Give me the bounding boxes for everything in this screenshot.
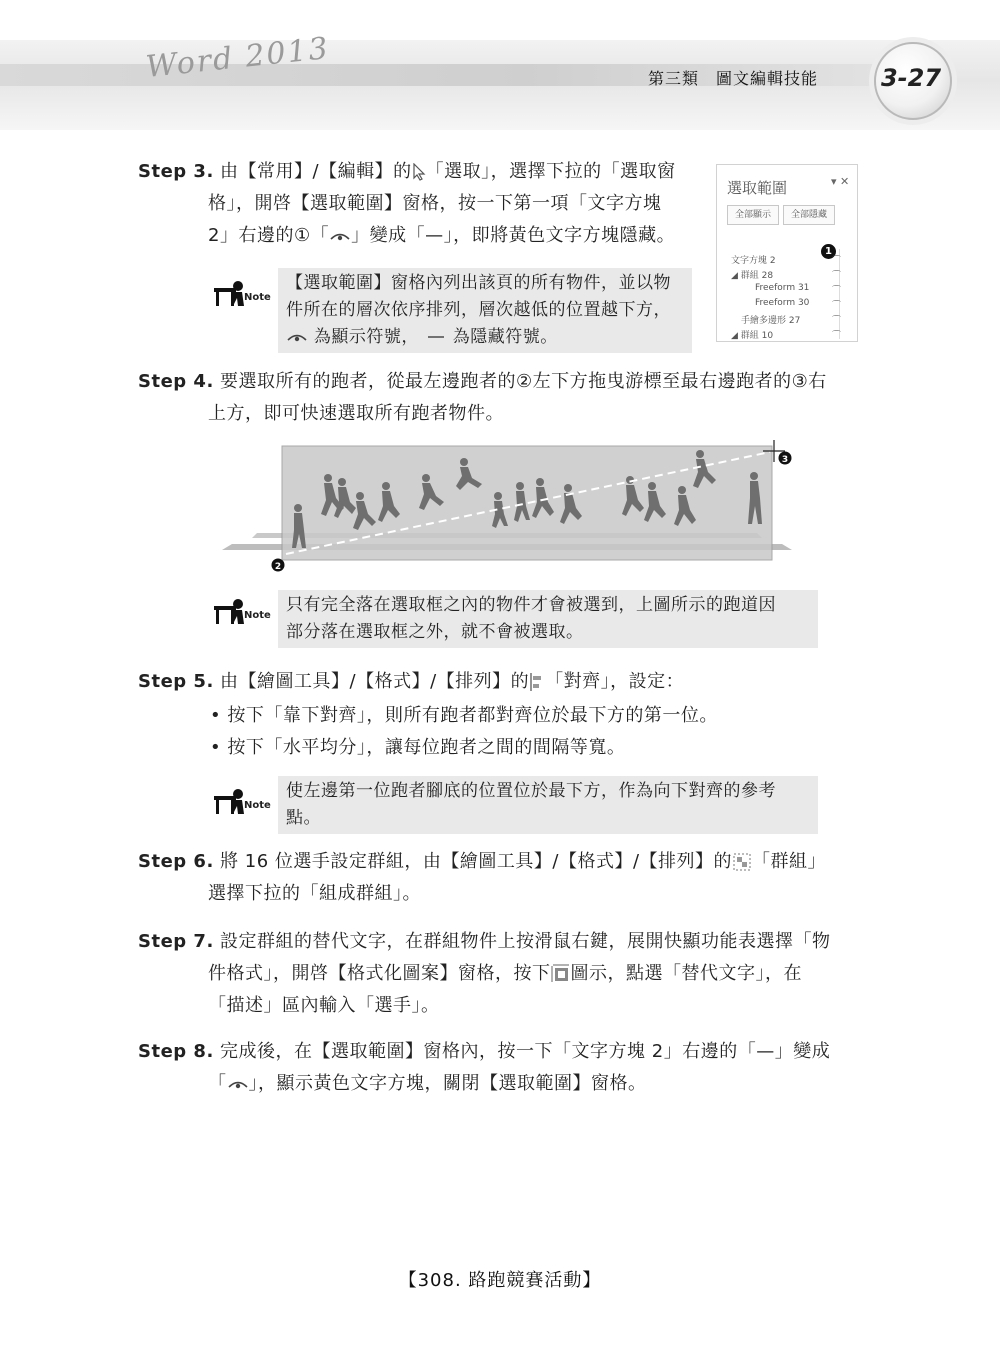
step-text: 「群組」 xyxy=(752,851,827,872)
runners-figure xyxy=(222,438,792,572)
cursor-icon xyxy=(412,163,426,181)
eye-icon[interactable]: ⌒ xyxy=(831,271,841,281)
marker-1: 1 xyxy=(821,239,836,259)
step-label: Step 4. xyxy=(138,371,214,392)
step-5 xyxy=(138,666,878,698)
note-icon-label: Note xyxy=(244,610,271,621)
step-text: 2」右邊的①「 xyxy=(208,225,330,246)
step-text: 」變成「—」，即將黃色文字方塊隱藏。 xyxy=(351,225,676,246)
step-text: 要選取所有的跑者，從最左邊跑者的②左下方拖曳游標至最右邊跑者的③右 xyxy=(220,371,827,392)
step-text: 圖示，點選「替代文字」，在 xyxy=(570,963,802,984)
step-text: 將 16 位選手設定群組，由【繪圖工具】/【格式】/【排列】的 xyxy=(220,851,733,872)
step-text: 「選取」，選擇下拉的「選取窗 xyxy=(425,161,676,182)
step-text: 完成後，在【選取範圍】窗格內，按一下「文字方塊 2」右邊的「—」變成 xyxy=(220,1041,831,1062)
eye-icon[interactable]: ⌒ xyxy=(831,331,841,341)
step-text: 「對齊」，設定： xyxy=(545,671,685,692)
eye-icon[interactable]: ⌒ xyxy=(831,301,841,311)
step-text: 上方，即可快速選取所有跑者物件。 xyxy=(208,403,504,424)
step-4 xyxy=(138,366,878,430)
step-text: 」，顯示黃色文字方塊，關閉【選取範圍】窗格。 xyxy=(248,1073,647,1094)
pane-row[interactable]: Freeform 30 ⌒ xyxy=(755,298,841,311)
bullet-item: • 按下「靠下對齊」，則所有跑者都對齊位於最下方的第一位。 xyxy=(210,705,718,726)
brand-logo: Word 2013 xyxy=(144,30,332,85)
marker-3-label: 3 xyxy=(781,455,789,465)
pane-row[interactable]: ◢ 群組 10 ⌒ xyxy=(731,328,841,341)
pane-row[interactable]: ◢ 群組 28 ⌒ xyxy=(731,268,841,281)
eye-icon xyxy=(227,1078,249,1090)
pane-close-button[interactable]: ▾ ✕ xyxy=(831,175,850,188)
eye-icon[interactable]: ⌒ xyxy=(831,256,841,266)
pane-row[interactable]: Freeform 31 ⌒ xyxy=(755,283,841,296)
size-properties-icon xyxy=(551,964,571,984)
note-text: 使左邊第一位跑者腳底的位置位於最下方，作為向下對齊的參考 xyxy=(286,781,776,801)
hide-all-button[interactable]: 全部隱藏 xyxy=(783,205,835,225)
step-text: 由【繪圖工具】/【格式】/【排列】的 xyxy=(220,671,530,692)
step-7 xyxy=(138,926,878,1022)
step-label: Step 6. xyxy=(138,851,214,872)
pane-row[interactable]: 手繪多邊形 27 ⌒ xyxy=(731,313,841,326)
step-text: 由【常用】/【編輯】的 xyxy=(220,161,412,182)
note-icon-label: Note xyxy=(244,292,271,303)
pane-title: 選取範圍 xyxy=(727,179,788,197)
eye-icon xyxy=(286,331,308,343)
chapter-title: 第三類 圖文編輯技能 xyxy=(648,69,819,88)
step-6 xyxy=(138,846,878,910)
note-1 xyxy=(278,268,692,353)
pane-row[interactable]: 文字方塊 2 ⌒ xyxy=(731,253,841,266)
step-8 xyxy=(138,1036,878,1100)
note-text: 為隱藏符號。 xyxy=(452,327,558,347)
bullet-item: • 按下「水平均分」，讓每位跑者之間的間隔等寬。 xyxy=(210,737,626,758)
step-text: 設定群組的替代文字，在群組物件上按滑鼠右鍵，展開快顯功能表選擇「物 xyxy=(220,931,831,952)
step-text: 「描述」區內輸入「選手」。 xyxy=(208,995,440,1016)
page-number: 3-27 xyxy=(880,64,942,92)
note-3 xyxy=(278,776,818,834)
note-text: 為顯示符號， xyxy=(313,327,419,347)
step-label: Step 3. xyxy=(138,161,214,182)
step-text: 件格式」，開啓【格式化圖案】窗格，按下 xyxy=(208,963,551,984)
group-icon xyxy=(732,852,752,872)
note-2 xyxy=(278,590,818,648)
step-text: 選擇下拉的「組成群組」。 xyxy=(208,883,421,904)
marker-2-label: 2 xyxy=(274,562,282,572)
align-icon xyxy=(529,672,545,692)
page-caption: 【308. 路跑競賽活動】 xyxy=(398,1270,602,1291)
step-3 xyxy=(138,156,708,252)
step-text: 格」，開啓【選取範圍】窗格，按一下第一項「文字方塊 xyxy=(208,193,662,214)
note-text: 【選取範圍】窗格內列出該頁的所有物件，並以物 xyxy=(286,273,671,293)
step-label: Step 7. xyxy=(138,931,214,952)
step-label: Step 5. xyxy=(138,671,214,692)
note-text: 點。 xyxy=(286,808,321,828)
note-text: 只有完全落在選取框之內的物件才會被選到，上圖所示的跑道因 xyxy=(286,595,776,615)
eye-icon[interactable]: ⌒ xyxy=(831,286,841,296)
dash-icon xyxy=(425,332,447,342)
step-label: Step 8. xyxy=(138,1041,214,1062)
eye-icon xyxy=(329,230,351,242)
step-text: 「 xyxy=(208,1073,227,1094)
note-text: 部分落在選取框之外，就不會被選取。 xyxy=(286,622,584,642)
eye-icon[interactable]: ⌒ xyxy=(831,316,841,326)
note-text: 件所在的層次依序排列，層次越低的位置越下方， xyxy=(286,300,671,320)
selection-pane xyxy=(716,164,858,342)
show-all-button[interactable]: 全部顯示 xyxy=(727,205,779,225)
note-icon-label: Note xyxy=(244,800,271,811)
